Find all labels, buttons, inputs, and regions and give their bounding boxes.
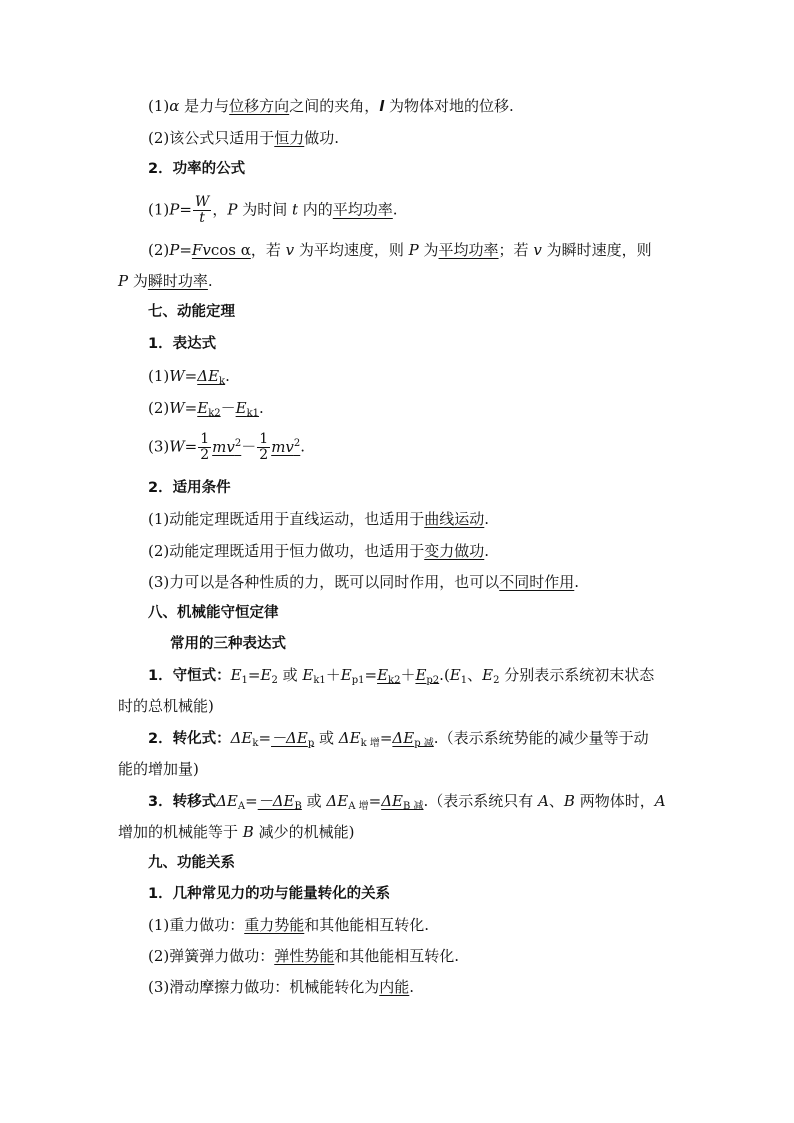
text: . <box>484 542 490 560</box>
text: 之间的夹角， <box>289 97 380 115</box>
label: 1．守恒式： <box>148 668 231 684</box>
math-cos: cos α <box>210 241 251 259</box>
text: － <box>220 399 236 417</box>
heading-work-energy-relation: 九、功能关系 <box>148 855 235 871</box>
subscript: A 增 <box>348 801 369 812</box>
denominator: 2 <box>200 447 210 463</box>
answer-underlined <box>381 792 423 810</box>
math-B: B <box>563 792 575 810</box>
subscript: k1 <box>246 408 260 419</box>
text: = <box>184 399 198 417</box>
subscript: 2 <box>271 675 278 686</box>
subscript: p1 <box>351 675 365 686</box>
math-E: E <box>302 666 314 684</box>
text: (2) <box>148 241 170 259</box>
text: (3)力可以是各种性质的力，既可以同时作用，也可以 <box>148 573 500 591</box>
math-delta-E: ΔE <box>326 792 349 810</box>
text: 为平均速度，则 <box>294 241 409 259</box>
math-alpha: α <box>169 97 180 115</box>
text: 为时间 <box>237 200 292 219</box>
math-mv: mv <box>271 437 294 456</box>
line-transfer-form-cont <box>118 822 354 842</box>
math-W: W <box>169 437 185 456</box>
math-W: W <box>169 367 185 385</box>
line-w-delta-ek <box>148 366 230 386</box>
heading-three-expressions: 常用的三种表达式 <box>170 636 286 652</box>
answer-underlined <box>377 666 400 684</box>
answer-underlined <box>392 729 433 747</box>
line-spring-work <box>148 946 459 966</box>
math-E: E <box>449 666 461 684</box>
answer-underlined: 平均功率 <box>438 241 499 259</box>
text: ；若 <box>498 241 534 259</box>
line-w-half-mv2 <box>148 432 305 463</box>
superscript: 2 <box>293 437 301 449</box>
subscript: k <box>219 376 226 387</box>
text: (2)动能定理既适用于恒力做功，也适用于 <box>148 542 425 560</box>
math-B: B <box>242 823 254 841</box>
math-E: E <box>377 666 389 684</box>
answer-underlined <box>192 241 251 259</box>
text: . <box>392 200 398 219</box>
subscript: k <box>252 738 259 749</box>
text: 内的 <box>298 200 333 219</box>
text: (1)重力做功： <box>148 916 245 934</box>
line-conversion-form-cont: 能的增加量) <box>118 760 199 778</box>
line-constant-force <box>148 128 339 148</box>
line-instant-power <box>118 271 213 291</box>
text: ，若 <box>250 241 286 259</box>
line-gravity-work <box>148 915 429 935</box>
text: = <box>364 666 378 684</box>
text: 为瞬时速度，则 <box>541 241 652 259</box>
text: 为 <box>418 241 439 259</box>
answer-underlined <box>197 399 220 417</box>
math-delta-E: ΔE <box>392 729 415 747</box>
text: 增加的机械能等于 <box>118 823 243 841</box>
text: .( <box>439 666 450 684</box>
text: . <box>225 367 230 385</box>
line-alpha-angle <box>148 96 514 117</box>
line-conservation-form-cont: 时的总机械能) <box>118 697 214 715</box>
math-Fv: Fv <box>191 241 211 259</box>
math-P: P <box>169 241 180 259</box>
text: 和其他能相互转化. <box>304 916 430 934</box>
text: (1) <box>148 367 170 385</box>
subscript: k2 <box>388 675 401 686</box>
numerator: 1 <box>200 431 210 447</box>
text: ＋ <box>400 666 416 684</box>
math-t: t <box>291 200 298 219</box>
math-P: P <box>118 272 129 290</box>
fraction-one-half <box>198 432 211 463</box>
subscript: 1 <box>241 675 248 686</box>
text: = <box>179 241 192 259</box>
answer-underlined <box>258 792 302 810</box>
answer-underlined <box>256 431 301 463</box>
text: . <box>484 510 490 528</box>
math-v: v <box>285 241 295 259</box>
heading-applicable-conditions: 2．适用条件 <box>148 480 231 496</box>
math-A: A <box>654 792 666 810</box>
text: 或 <box>277 666 303 684</box>
answer-underlined: 位移方向 <box>229 97 290 115</box>
line-average-power <box>148 195 398 226</box>
text: 做功. <box>304 129 340 147</box>
denominator: 2 <box>259 447 269 463</box>
text: .（表示系统势能的减少量等于动 <box>433 729 649 747</box>
text: 减少的机械能) <box>253 823 355 841</box>
text: 为 <box>128 272 148 290</box>
subscript: k 增 <box>360 738 380 749</box>
math-l: l <box>379 99 385 115</box>
label: 2．转化式： <box>148 731 231 747</box>
superscript: 2 <box>234 437 242 449</box>
answer-underlined: 平均功率 <box>332 200 393 219</box>
subscript: B 减 <box>402 801 424 812</box>
text: .（表示系统只有 <box>423 792 539 810</box>
text: 、 <box>548 792 564 810</box>
line-pfv-formula <box>148 240 652 260</box>
text: = <box>184 367 198 385</box>
text: . <box>207 272 213 290</box>
text: = <box>368 792 382 810</box>
text: = <box>179 200 192 219</box>
text: ， <box>212 200 228 219</box>
math-P: P <box>227 200 238 219</box>
text: － <box>241 437 257 456</box>
text: 、 <box>467 666 483 684</box>
math-E: E <box>482 666 494 684</box>
heading-kinetic-energy-theorem: 七、动能定理 <box>148 304 235 320</box>
numerator: W <box>194 194 210 210</box>
label: 3．转移式 <box>148 794 217 810</box>
text: 是力与 <box>179 97 230 115</box>
line-non-simultaneous <box>148 572 579 592</box>
math-neg-delta-E: －ΔE <box>257 792 295 810</box>
answer-underlined <box>415 666 439 684</box>
text: 两物体时， <box>574 792 655 810</box>
subscript: A <box>237 801 246 812</box>
answer-underlined: 恒力 <box>274 129 305 147</box>
heading-common-forces: 1．几种常见力的功与能量转化的关系 <box>148 886 391 902</box>
text: . <box>259 399 264 417</box>
answer-underlined: 弹性势能 <box>274 947 335 965</box>
answer-underlined <box>197 431 242 463</box>
text: 和其他能相互转化. <box>334 947 460 965</box>
subscript: p 减 <box>414 738 434 749</box>
subscript: k1 <box>313 675 326 686</box>
math-E: E <box>260 666 272 684</box>
text: (2) <box>148 399 170 417</box>
text: (1) <box>148 97 170 115</box>
text: (2)该公式只适用于 <box>148 129 275 147</box>
subscript: 2 <box>493 675 500 686</box>
math-v: v <box>533 241 542 259</box>
text: = <box>258 729 272 747</box>
subscript: B <box>294 801 302 812</box>
subscript: p2 <box>426 675 440 686</box>
math-A: A <box>538 792 549 810</box>
answer-underlined <box>271 729 314 747</box>
answer-underlined <box>197 367 225 385</box>
heading-expression: 1．表达式 <box>148 336 217 352</box>
answer-underlined: 内能 <box>379 978 410 996</box>
text: (1)动能定理既适用于直线运动，也适用于 <box>148 510 425 528</box>
subscript: k2 <box>208 408 221 419</box>
text: 为物体对地的位移. <box>384 97 514 115</box>
text: = <box>247 666 261 684</box>
fraction-w-over-t <box>193 195 211 226</box>
math-neg-delta-E: －ΔE <box>271 729 308 747</box>
math-E: E <box>415 666 427 684</box>
subscript: 1 <box>460 675 468 686</box>
heading-mechanical-energy-conservation: 八、机械能守恒定律 <box>148 605 279 621</box>
math-E: E <box>235 399 247 417</box>
line-curve-motion <box>148 509 489 529</box>
math-delta-E: ΔE <box>216 792 238 810</box>
text: . <box>409 978 415 996</box>
math-delta-E: ΔE <box>381 792 403 810</box>
answer-underlined: 变力做功 <box>424 542 485 560</box>
line-variable-force <box>148 541 489 561</box>
math-delta-E: ΔE <box>197 367 220 385</box>
answer-underlined: 瞬时功率 <box>147 272 208 290</box>
heading-power-formula: 2．功率的公式 <box>148 161 246 177</box>
text: (3) <box>148 437 170 456</box>
line-transfer-form <box>148 791 666 812</box>
math-delta-E: ΔE <box>230 729 253 747</box>
math-P: P <box>169 200 180 219</box>
math-E: E <box>197 399 209 417</box>
text: (1) <box>148 200 170 219</box>
answer-underlined: 曲线运动 <box>424 510 485 528</box>
text: ＋ <box>325 666 341 684</box>
line-conservation-form <box>148 665 654 686</box>
line-w-ek2-ek1 <box>148 398 264 418</box>
math-E: E <box>340 666 352 684</box>
math-mv: mv <box>212 437 235 456</box>
text: = <box>245 792 258 810</box>
text: = <box>184 437 198 456</box>
math-P: P <box>408 241 419 259</box>
math-W: W <box>169 399 185 417</box>
text: 或 <box>301 792 327 810</box>
text: 或 <box>314 729 339 747</box>
text: (3)滑动摩擦力做功：机械能转化为 <box>148 978 380 996</box>
math-E: E <box>230 666 242 684</box>
text: (2)弹簧弹力做功： <box>148 947 275 965</box>
denominator: t <box>199 210 205 226</box>
fraction-one-half <box>257 432 270 463</box>
subscript: p <box>307 738 315 749</box>
text: = <box>379 729 393 747</box>
answer-underlined: 不同时作用 <box>499 573 575 591</box>
line-friction-work <box>148 977 414 997</box>
text: . <box>574 573 580 591</box>
answer-underlined <box>236 399 259 417</box>
answer-underlined: 重力势能 <box>244 916 305 934</box>
line-conversion-form <box>148 728 649 749</box>
text: . <box>300 437 306 456</box>
numerator: 1 <box>259 431 269 447</box>
math-delta-E: ΔE <box>338 729 361 747</box>
text: 分别表示系统初末状态 <box>499 666 655 684</box>
